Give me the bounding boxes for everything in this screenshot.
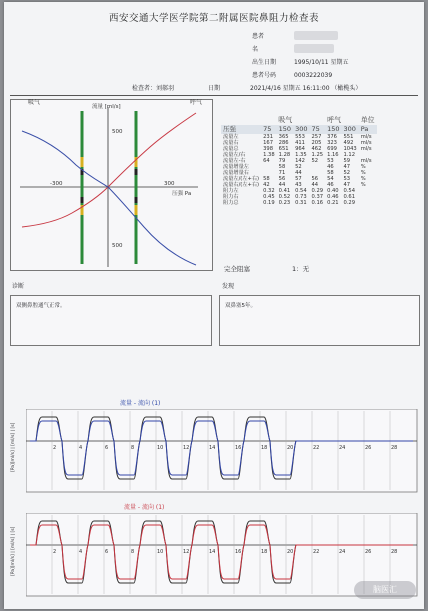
complete-block-label: 完全阻塞: [224, 265, 250, 273]
x-tick-label: 2: [53, 445, 57, 451]
row-label: 流量右/(左+右): [223, 182, 260, 188]
blue-curve: [22, 131, 196, 265]
cell-value: 0.32: [263, 188, 275, 194]
cell-value: 1.12: [343, 152, 356, 158]
cell-value: 0.19: [263, 200, 275, 206]
name-redacted: [294, 44, 334, 53]
cell-value: 0.52: [278, 194, 291, 200]
cell-value: 56: [311, 176, 319, 182]
cell-value: 257: [311, 134, 322, 140]
cell-value: 551: [343, 134, 354, 140]
x-tick-label: 16: [235, 445, 242, 451]
x-tick-label: 16: [235, 549, 242, 555]
findings-text: 双鼻塞5年。: [225, 303, 256, 309]
cell-value: 71: [278, 170, 286, 176]
cell-value: 47: [343, 182, 351, 188]
cell-value: 47: [343, 164, 351, 170]
wave1-frame: [26, 409, 417, 492]
x-tick-label: 22: [313, 445, 320, 451]
x-tick-label: 4: [79, 549, 83, 555]
cell-value: 0.16: [311, 200, 324, 206]
cell-value: 167: [263, 140, 273, 146]
x-tick-label: 26: [365, 445, 372, 451]
tick-top-500: 500: [112, 129, 123, 135]
x-tick-label: 20: [287, 445, 294, 451]
header-divider: [10, 95, 418, 96]
x-tick-label: 6: [105, 445, 109, 451]
cell-value: 0.29: [311, 188, 324, 194]
x-tick-label: 8: [131, 549, 135, 555]
dob-label: 出生日期: [252, 59, 277, 66]
x-tick-label: 28: [391, 445, 398, 451]
x-tick-label: 2: [53, 549, 57, 555]
cell-value: 44: [311, 182, 319, 188]
marker-black-right-bottom: [135, 197, 138, 203]
diagnosis-text: 双侧鼻腔通气正常。: [16, 303, 66, 309]
cell-value: 42: [263, 182, 270, 188]
wave2-ylabel: [Pa][ml/s] | [ml/s] | [s]: [11, 526, 16, 576]
cell-value: ml/s: [360, 140, 372, 146]
wave1-chart: [26, 409, 418, 493]
results-table-group-header: [221, 116, 377, 125]
tick-left-300: -300: [50, 181, 63, 187]
cell-value: 64: [263, 158, 270, 164]
row-label: 流量右: [223, 140, 239, 146]
x-tick-label: 24: [339, 445, 346, 451]
cell-value: 376: [327, 134, 337, 140]
cell-value: ml/s: [360, 146, 372, 152]
x-tick-label: 24: [339, 549, 346, 555]
x-tick-label: 18: [261, 549, 268, 555]
cell-value: 79: [278, 158, 286, 164]
pressure-row-label: 压强: [221, 125, 261, 134]
wave1-title: 流量 - 流向 (1): [120, 400, 161, 407]
cell-value: 492: [343, 140, 354, 146]
x-tick-label: 12: [183, 445, 190, 451]
cell-value: ml/s: [360, 158, 372, 164]
cell-value: 1.25: [311, 152, 324, 158]
cell-value: 0.29: [343, 200, 356, 206]
cell-value: 651: [278, 146, 289, 152]
patient-number-value: 0003222039: [294, 72, 333, 79]
row-label: 阻力左: [223, 188, 239, 194]
cell-value: 0.46: [327, 194, 339, 200]
cell-value: 411: [295, 140, 305, 146]
cell-value: 52: [343, 170, 351, 176]
col-exhale-header: 呼气: [327, 116, 342, 124]
cell-value: 53: [327, 158, 334, 164]
marker-black-right-top: [135, 169, 138, 175]
cell-value: 44: [278, 182, 286, 188]
table-row: [221, 200, 377, 206]
cell-value: 286: [278, 140, 289, 146]
row-label: 流量左: [223, 134, 239, 140]
patient-label: 患者: [252, 33, 265, 40]
cell-value: 54: [327, 176, 334, 182]
cell-value: 0.41: [278, 188, 291, 194]
pressure-unit: Pa: [359, 125, 377, 134]
row-label: 流量增量左: [223, 164, 249, 170]
cell-value: 43: [295, 182, 302, 188]
cell-value: 0.45: [263, 194, 275, 200]
cell-value: 398: [263, 146, 273, 152]
cell-value: 58: [327, 170, 334, 176]
pressure-300-ex: 300: [341, 125, 358, 134]
cell-value: 699: [327, 146, 337, 152]
x-tick-label: 6: [105, 549, 109, 555]
x-tick-label: 12: [183, 549, 190, 555]
x-tick-label: 10: [157, 445, 164, 451]
wave1-ylabel: [Pa][ml/s] | [ml/s] | [s]: [11, 422, 16, 472]
cell-value: %: [360, 182, 366, 188]
x-tick-label: 14: [209, 549, 216, 555]
row-label: 流量左-右: [223, 158, 246, 164]
date-value: 2021/4/16 星期五 16:11:00 （橄榄头）: [250, 85, 362, 92]
results-table-body: [221, 134, 377, 206]
cell-value: [359, 200, 377, 206]
cell-value: 0.54: [343, 188, 356, 194]
marker-yellow-right-bottom: [135, 205, 138, 215]
cell-value: %: [360, 170, 366, 176]
x-tick-label: 14: [209, 445, 216, 451]
patient-name-redacted: [294, 31, 338, 40]
cell-value: 0.61: [343, 194, 356, 200]
results-table: [221, 116, 377, 206]
wave2-title: 流量 - 流向 (1): [124, 504, 165, 511]
marker-yellow-left-top: [81, 157, 84, 167]
cell-value: 52: [311, 158, 319, 164]
cell-value: 231: [263, 134, 273, 140]
dob-value: 1995/10/11 星期五: [294, 59, 349, 66]
cell-value: 0.54: [295, 188, 307, 194]
row-label: 阻力总: [223, 200, 239, 206]
x-tick-label: 4: [79, 445, 83, 451]
pressure-flow-chart: [10, 99, 212, 270]
cell-value: 1043: [343, 146, 357, 152]
marker-black-left-bottom: [81, 197, 84, 203]
row-label: 流量左/右: [223, 152, 246, 158]
row-label: 流量增量右: [223, 170, 249, 176]
col-inhale-header: 吸气: [278, 116, 293, 124]
cell-value: 1.16: [327, 152, 339, 158]
date-label: 日期: [208, 85, 221, 92]
cell-value: 0.40: [327, 188, 339, 194]
cell-value: %: [360, 164, 366, 170]
chart-flow-label: 流量 [ml/s]: [92, 104, 121, 110]
x-tick-label: 28: [391, 549, 398, 555]
diagnosis-label: 诊断: [12, 283, 25, 290]
watermark: 脑医汇: [354, 581, 416, 599]
cell-value: 58: [278, 164, 286, 170]
examiner: 检查者：刘郝羽: [132, 85, 175, 92]
cell-value: 205: [311, 140, 322, 146]
cell-value: 0.23: [278, 200, 291, 206]
chart-left-title: 吸气: [28, 99, 41, 106]
cell-value: 58: [263, 176, 270, 182]
row-label: 流量总: [223, 146, 239, 152]
report-sheet: [4, 2, 424, 609]
cell-value: 56: [278, 176, 286, 182]
cell-value: 46: [327, 164, 334, 170]
cell-value: 1.35: [295, 152, 307, 158]
pressure-300-in: 300: [295, 125, 308, 133]
cell-value: 0.73: [295, 194, 307, 200]
tick-bottom-500: 500: [112, 243, 123, 249]
tick-right-300: 300: [164, 181, 175, 187]
cell-value: 462: [311, 146, 322, 152]
pressure-150-ex: 150: [327, 125, 340, 133]
cell-value: 0.31: [295, 200, 307, 206]
results-table-pressure-header: [221, 125, 377, 134]
row-label: 流量左/(左+右): [223, 176, 260, 182]
pressure-75-in: 75: [261, 125, 277, 134]
chart-right-title: 呼气: [190, 99, 203, 106]
cell-value: 52: [295, 164, 302, 170]
cell-value: 1.38: [263, 152, 275, 158]
cell-value: 0.37: [311, 194, 324, 200]
findings-label: 发现: [222, 283, 235, 290]
cell-value: 964: [295, 146, 305, 152]
x-tick-label: 10: [157, 549, 164, 555]
cell-value: 553: [295, 134, 305, 140]
cell-value: 365: [278, 134, 289, 140]
cell-value: 53: [343, 176, 351, 182]
chart-pressure-label: 压强 Pa: [172, 191, 192, 197]
col-unit-header: 单位: [360, 116, 375, 124]
cell-value: 323: [327, 140, 337, 146]
pressure-75-ex: 75: [310, 125, 326, 134]
name-label: 名: [252, 46, 259, 53]
cell-value: 44: [295, 170, 302, 176]
cell-value: 57: [295, 176, 302, 182]
report-title: 西安交通大学医学院第二附属医院鼻阻力检查表: [108, 13, 319, 24]
cell-value: 0.21: [327, 200, 339, 206]
cell-value: 59: [343, 158, 351, 164]
row-label: 阻力右: [223, 194, 239, 200]
x-tick-label: 22: [313, 549, 320, 555]
cell-value: 46: [327, 182, 334, 188]
pressure-150-in: 150: [278, 125, 292, 133]
x-tick-label: 8: [131, 445, 135, 451]
x-tick-label: 20: [287, 549, 294, 555]
x-tick-label: 18: [261, 445, 268, 451]
cell-value: ml/s: [360, 134, 372, 140]
patient-number-label: 患者号码: [252, 72, 277, 79]
red-curve: [22, 113, 196, 227]
cell-value: %: [360, 176, 366, 182]
cell-value: 142: [295, 158, 305, 164]
complete-block-value: 1：无: [292, 265, 310, 273]
cell-value: 1.28: [278, 152, 291, 158]
x-tick-label: 26: [365, 549, 372, 555]
